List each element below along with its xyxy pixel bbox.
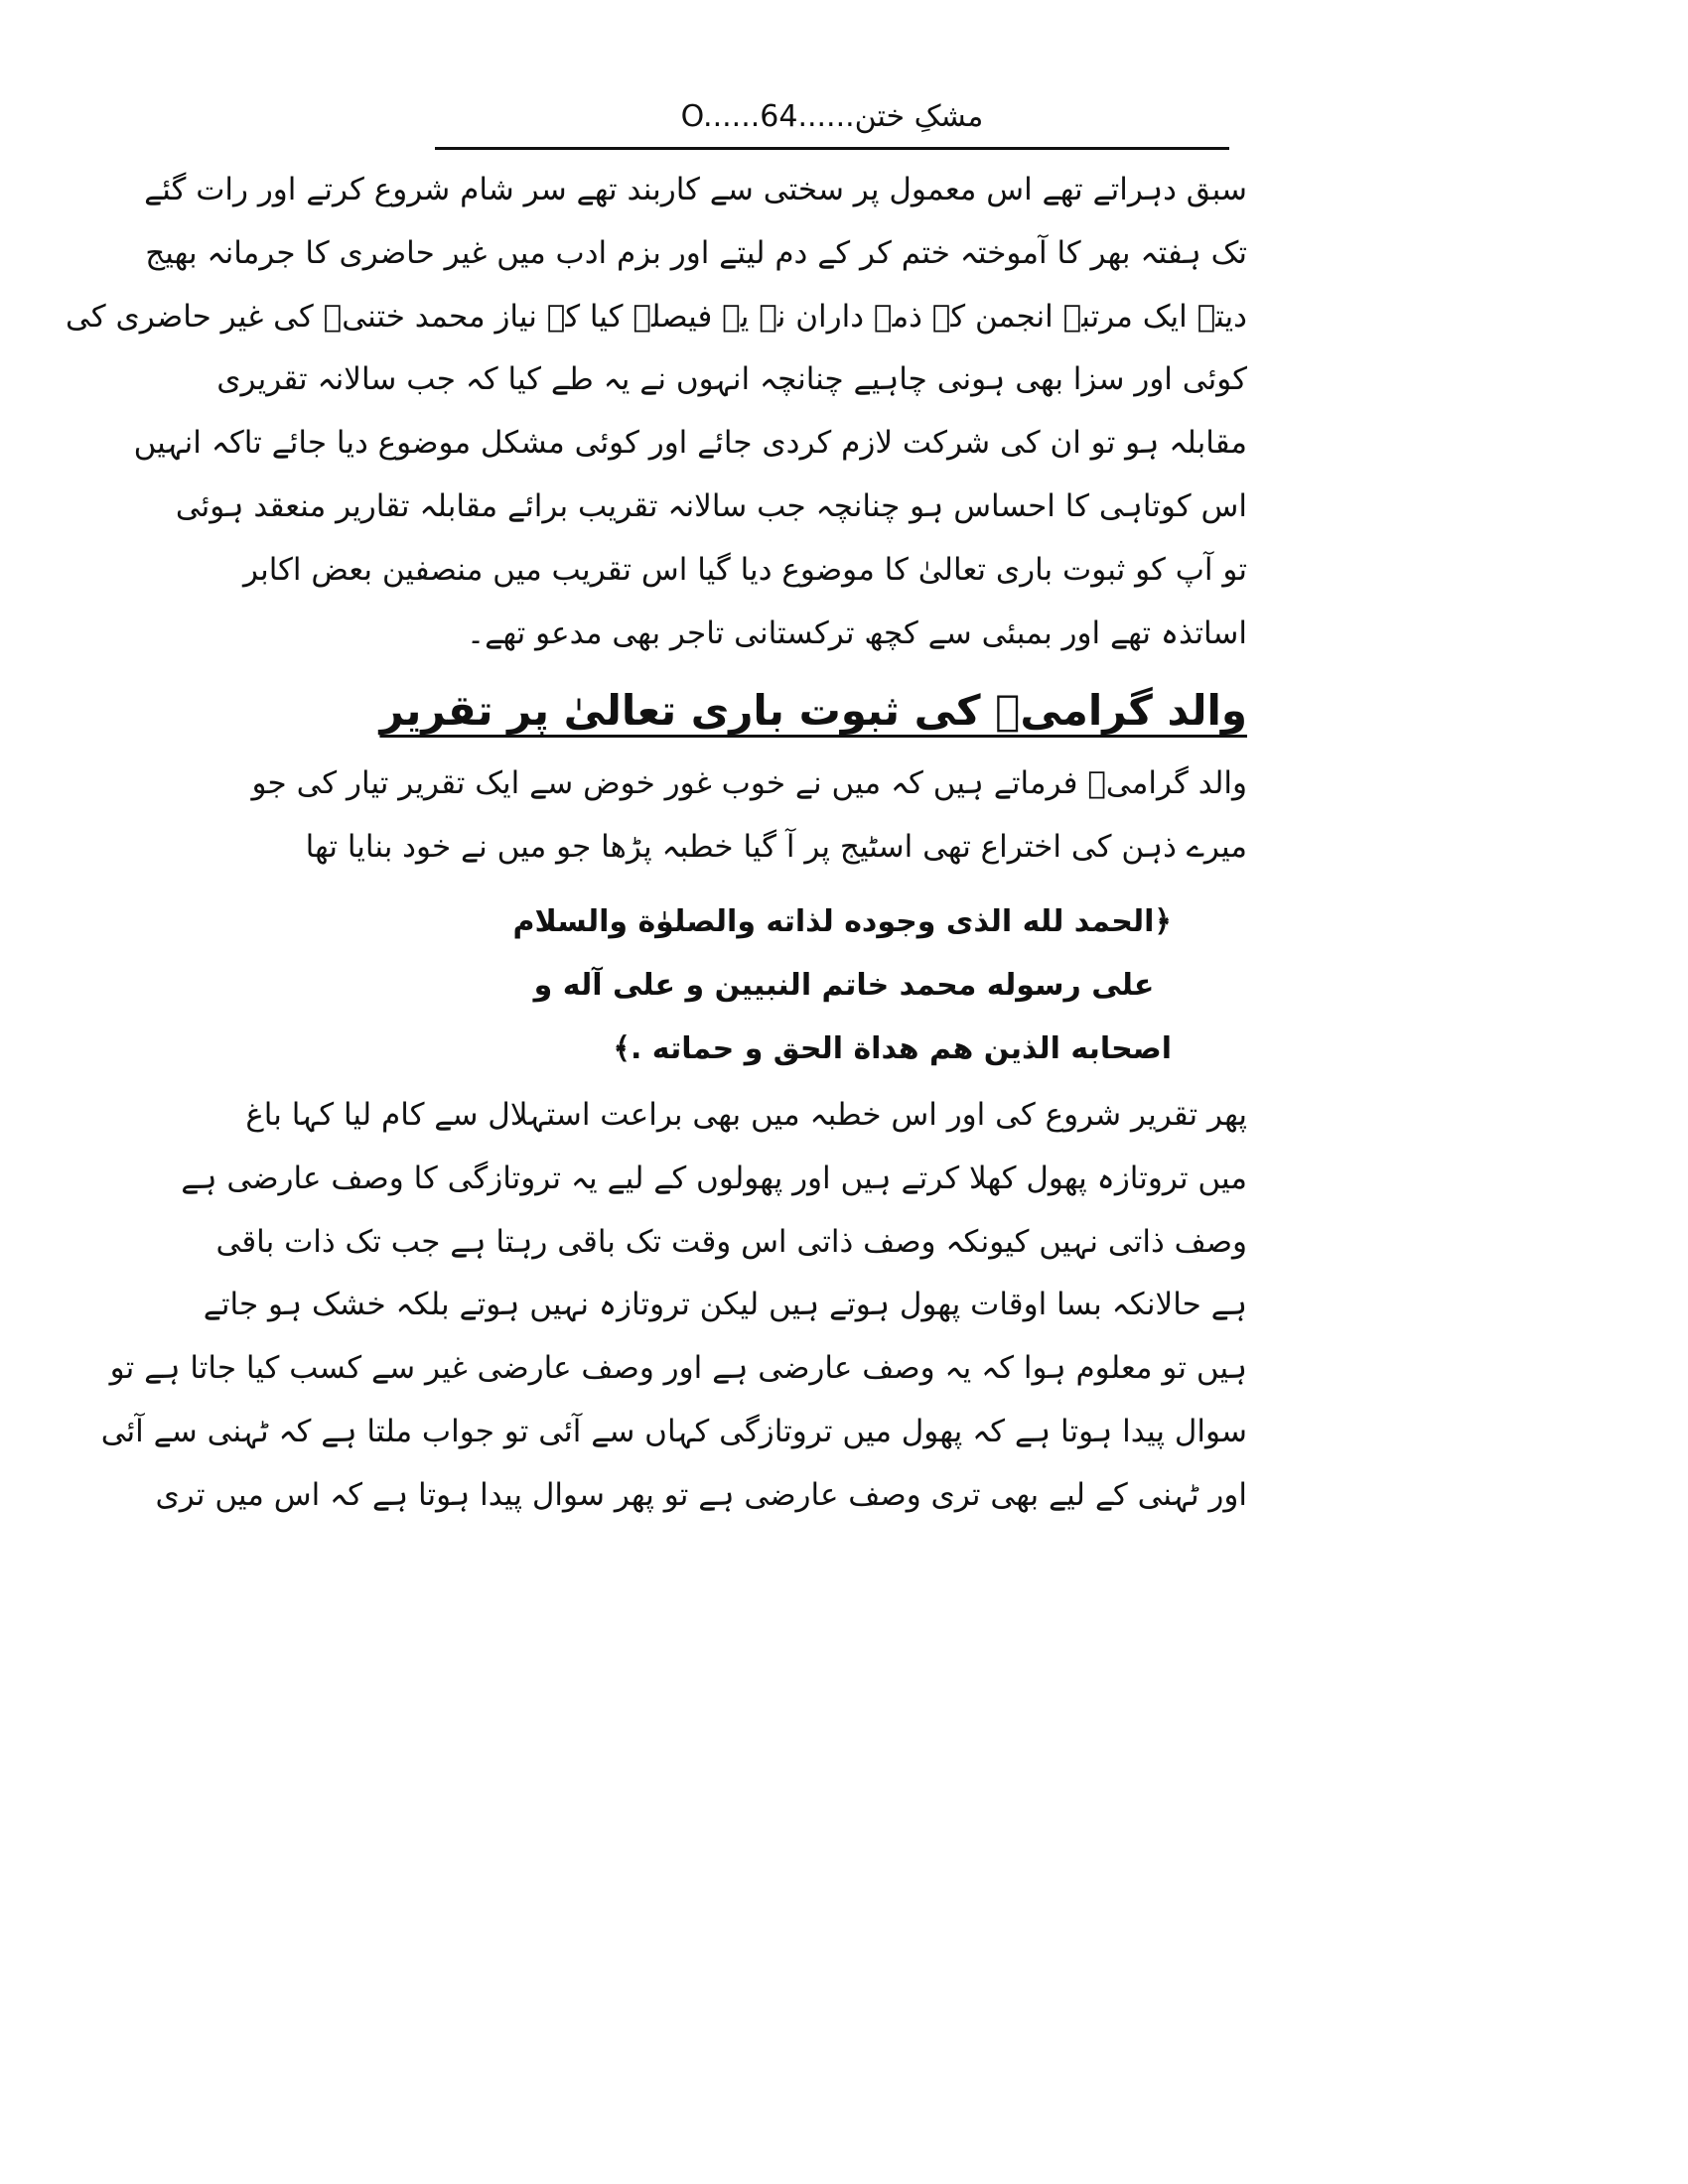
text-line: سبق دہراتے تھے اس معمول پر سختی سے کاربند تھے سر شام شروع کرتے اور رات گئے [144,172,1247,207]
text-line: اور ٹہنی کے لیے بھی تری وصف عارضی ہے تو پھر سوال پیدا ہوتا ہے کہ اس میں تری [155,1476,1247,1513]
text-line: دیتے ایک مرتبہ انجمن کے ذمہ داران نے یہ فیصلہ کیا کہ نیاز محمد ختنیؒ کی غیر حاضری کی [66,298,1247,335]
text-line: اساتذہ تھے اور بمبئی سے کچھ ترکستانی تاجر بھی مدعو تھے۔ [466,614,1247,651]
text-line: ہے حالانکہ بسا اوقات پھول ہوتے ہیں لیکن تروتازہ نہیں ہوتے بلکہ خشک ہو جاتے [203,1287,1247,1323]
running-header: مشکِ ختن......O......64 [680,99,984,134]
khutba-line-2: علی رسوله محمد خاتم النبیین و علی آله و [533,968,1155,1003]
khutba-line-1: ﴿الحمد لله الذی وجوده لذاته والصلوٰة والسلام [512,904,1172,939]
text-line: میں تروتازہ پھول کھلا کرتے ہیں اور پھولوں کے لیے یہ تروتازگی کا وصف عارضی ہے [181,1160,1247,1196]
text-line: وصف ذاتی نہیں کیونکہ وصف ذاتی اس وقت تک باقی رہتا ہے جب تک ذات باقی [215,1223,1247,1260]
text-line: تو آپ کو ثبوت باری تعالیٰ کا موضوع دیا گیا اس تقریب میں منصفین بعض اکابر [243,551,1247,588]
section-heading-text: والد گرامیؒ کی ثبوت باری تعالیٰ پر تقریر [379,686,1247,735]
text-line: سوال پیدا ہوتا ہے کہ پھول میں تروتازگی کہاں سے آئی تو جواب ملتا ہے کہ ٹہنی سے آئی [100,1413,1247,1449]
section-heading [379,681,1247,741]
text-line: پھر تقریر شروع کی اور اس خطبہ میں بھی براعت استہلال سے کام لیا کہا باغ [245,1097,1247,1133]
paragraph-2 [251,752,1247,880]
paragraph-3 [100,1084,1247,1528]
text-line: کوئی اور سزا بھی ہونی چاہیے چنانچہ انہوں نے یہ طے کیا کہ جب سالانہ تقریری [216,361,1247,398]
text-line: ہیں تو معلوم ہوا کہ یہ وصف عارضی ہے اور وصف عارضی غیر سے کسب کیا جاتا ہے تو [109,1350,1247,1387]
header-divider [435,147,1229,150]
text-line: اس کوتاہی کا احساس ہو چنانچہ جب سالانہ تقریب برائے مقابلہ تقاریر منعقد ہوئی [175,487,1247,524]
text-line: مقابلہ ہو تو ان کی شرکت لازم کردی جائے اور کوئی مشکل موضوع دیا جائے تاکہ انہیں [133,425,1247,462]
text-line: تک ہفتہ بھر کا آموختہ ختم کر کے دم لیتے اور بزم ادب میں غیر حاضری کا جرمانہ بھیج [145,234,1247,271]
khutba-line-3: اصحابه الذین هم هداة الحق و حماته .﴾ [613,1031,1172,1066]
text-line: میرے ذہن کی اختراع تھی اسٹیج پر آ گیا خطبہ پڑھا جو میں نے خود بنایا تھا [305,828,1247,865]
text-line: والد گرامیؒ فرماتے ہیں کہ میں نے خوب غور خوض سے ایک تقریر تیار کی جو [251,765,1247,801]
paragraph-1 [66,159,1247,665]
